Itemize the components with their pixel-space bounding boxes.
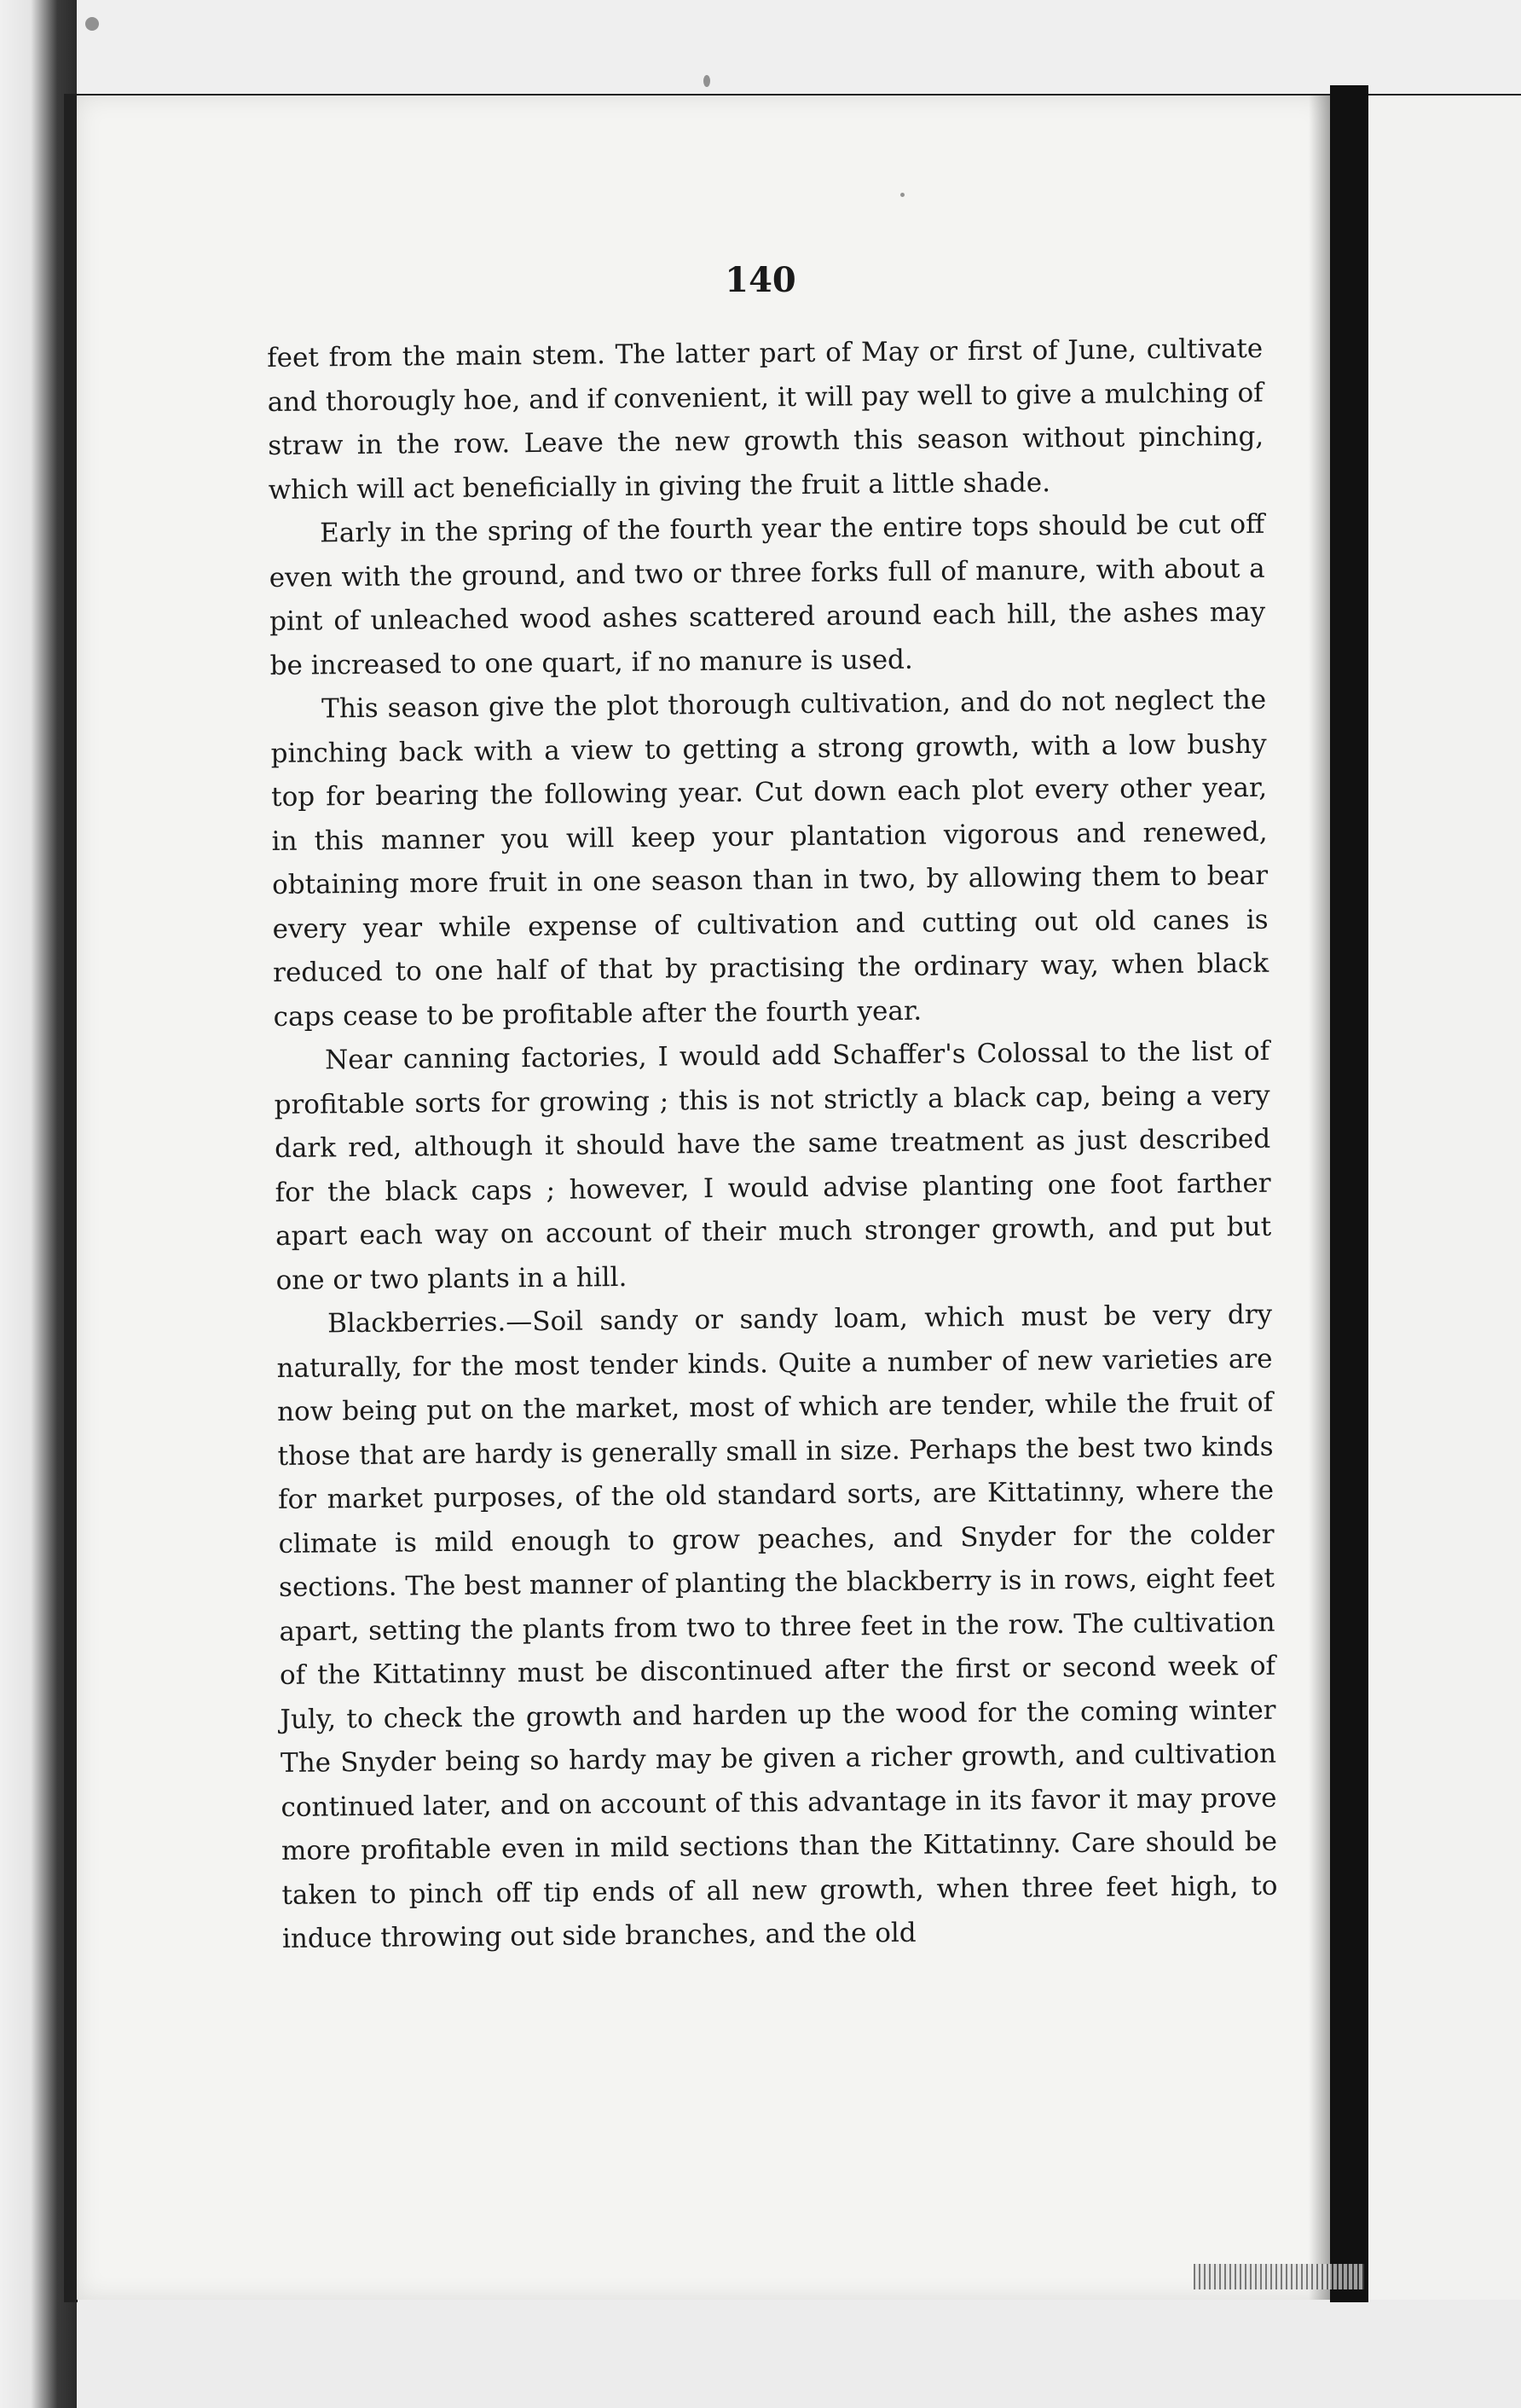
paragraph: Near canning factories, I would add Schaffer's Colossal to the list of profitable sorts for growing ; this is not strictly a black cap, being a very dark red, although it should have the same treatment as just described for the black caps ; however, I would advise planting one foot farther apart each way on account of their much stronger growth, and put but one or two plants in a hill. bbox=[274, 1035, 1272, 1296]
scan-margin-top bbox=[0, 0, 1521, 94]
scan-speck bbox=[900, 193, 905, 197]
paragraph: feet from the main stem. The latter part of May or first of June, cultivate and thorougly hoe, and if convenient, it will pay well to give a mulching of straw in the row. Leave the new growth this season without pinching, which will act beneficially in giving the fruit a little shade. bbox=[267, 333, 1264, 506]
facing-page bbox=[1368, 96, 1521, 2300]
paragraph: Blackberries.—Soil sandy or sandy loam, which must be very dry naturally, for the most tender kinds. Quite a number of new varieties are now being put on the market, most of which are tender, while the fruit of those that are hardy is generally small in size. Perhaps the best two kinds for market purposes, of the old standard sorts, are Kittatinny, where the climate is mild enough to grow peaches, and Snyder for the colder sections. The best manner of planting the blackberry is in rows, eight feet apart, setting the plants from two to three feet in the row. The cultivation of the Kittatinny must be discontinued after the first or second week of July, to check the growth and harden up the wood for the coming winter The Snyder being so hardy may be given a richer growth, and cultivation continued later, and on account of this advantage in its favor it may prove more profitable even in mild sections than the Kittatinny. Care should be taken to pinch off tip ends of all new growth, when three feet high, to induce throwing out side branches, and the old bbox=[276, 1299, 1278, 1954]
page-number: 140 bbox=[725, 260, 796, 300]
page-edges bbox=[1194, 2264, 1364, 2289]
book-spine bbox=[1330, 85, 1368, 2302]
book-edge-left bbox=[64, 94, 78, 2302]
paragraph: This season give the plot thorough cultivation, and do not neglect the pinching back with a view to getting a strong growth, with a low bushy top for bearing the following year. Cut down each plot every other year, in this manner you will keep your plantation vigorous and renewed, obtaining more fruit in one season than in two, by allowing them to bear every year while expense of cultivation and cutting out old canes is reduced to one half of that by practising the ordinary way, when black caps cease to be profitable after the fourth year. bbox=[270, 684, 1269, 1033]
page-body bbox=[267, 327, 1278, 1962]
scan-speck bbox=[703, 75, 710, 87]
scan-margin-bottom bbox=[0, 2294, 1521, 2408]
scan-speck bbox=[85, 17, 99, 31]
paragraph: Early in the spring of the fourth year the entire tops should be cut off even with the ground, and two or three forks full of manure, with about a pint of unleached wood ashes scattered around each hill, the ashes may be increased to one quart, if no manure is used. bbox=[269, 508, 1266, 681]
